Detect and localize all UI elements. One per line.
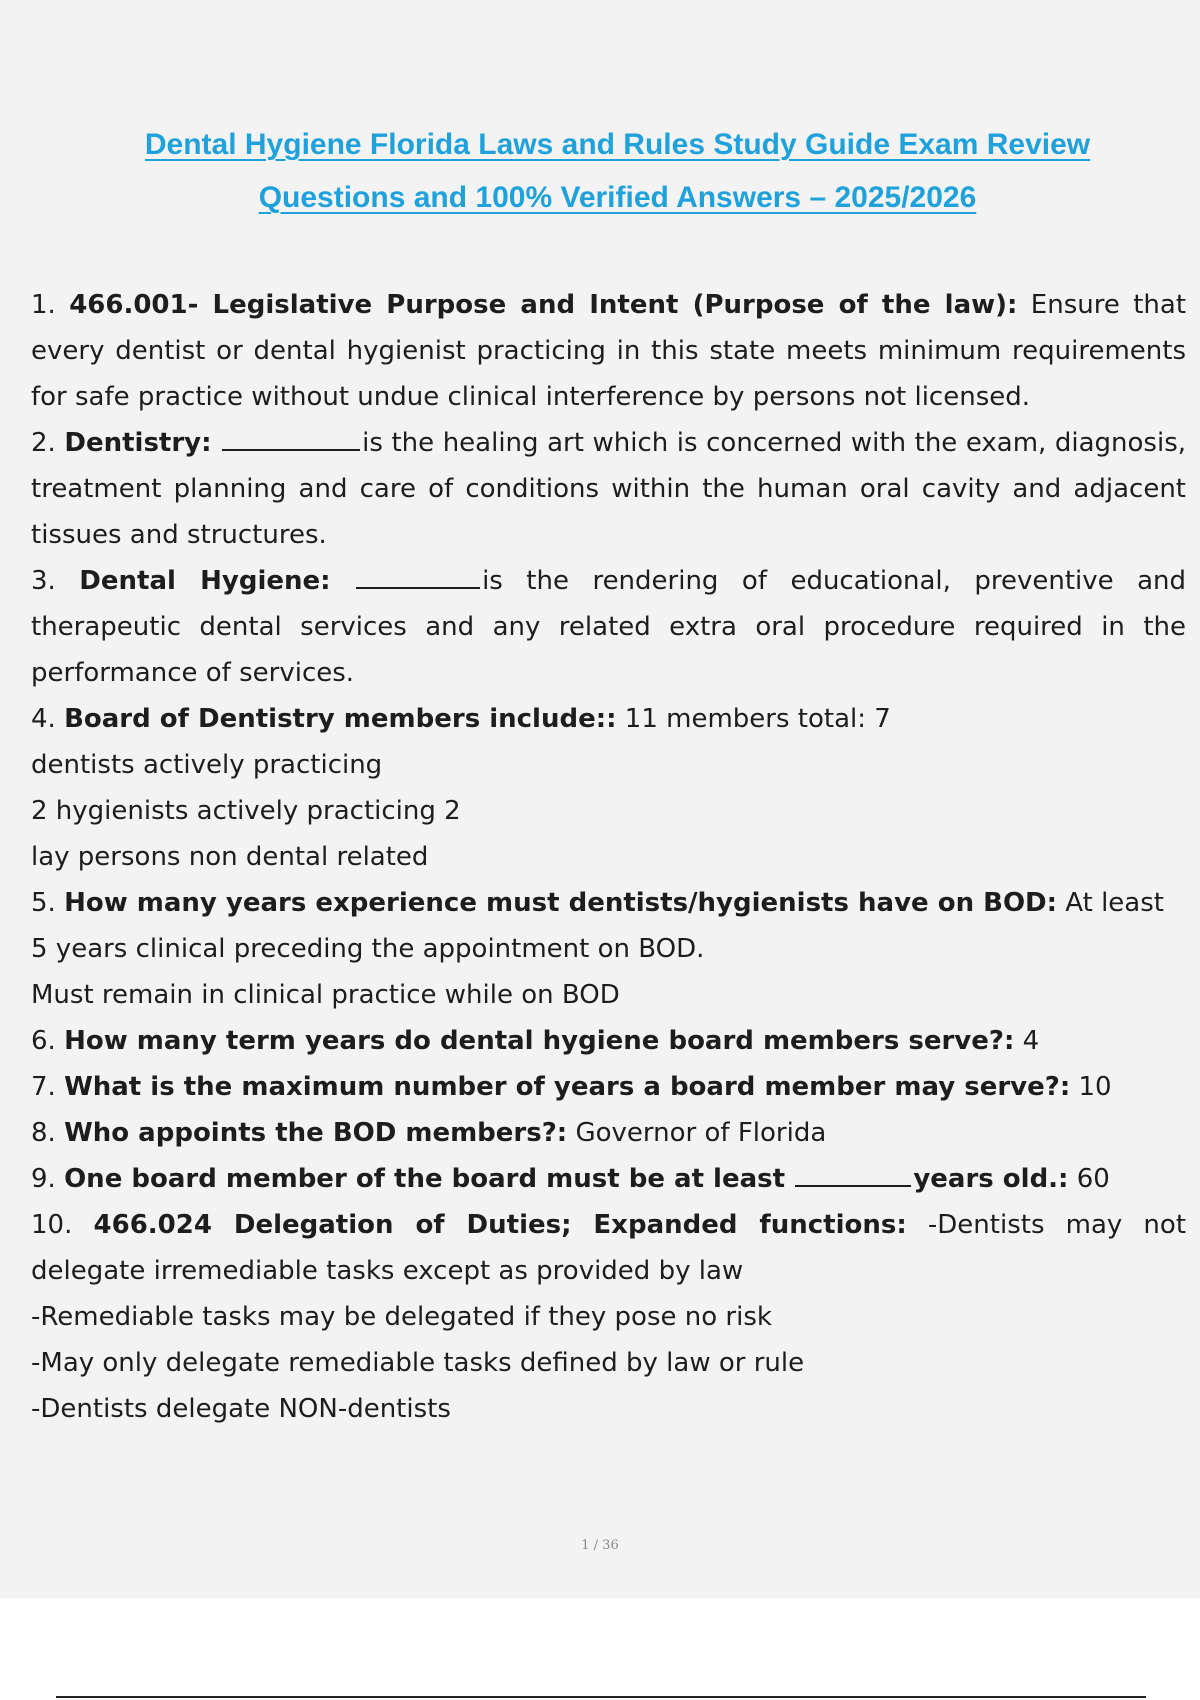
- item-answer-line: dentists actively practicing: [31, 750, 383, 780]
- item-number: 9.: [31, 1164, 56, 1194]
- item-term: One board member of the board must be at least: [64, 1164, 786, 1194]
- item-answer: is the rendering of educational, preventive and therapeutic dental services and any related extra oral procedure required in the performance of services.: [31, 566, 1187, 688]
- list-item: [31, 420, 1186, 558]
- fill-in-blank: [222, 421, 360, 451]
- item-number: 6.: [31, 1026, 56, 1056]
- list-item: [31, 1018, 1186, 1064]
- fill-in-blank: [795, 1157, 911, 1187]
- list-item: [31, 1110, 1186, 1156]
- list-item: [31, 1156, 1186, 1202]
- list-item: [31, 696, 1186, 742]
- item-term: Dental Hygiene:: [79, 566, 331, 596]
- item-answer-line: lay persons non dental related: [31, 842, 429, 872]
- item-answer: 60: [1076, 1164, 1110, 1194]
- item-answer: 11 members total: 7: [624, 704, 891, 734]
- footer-divider: [56, 1696, 1146, 1698]
- item-answer-line: -Dentists delegate NON-dentists: [31, 1394, 451, 1424]
- item-term: Board of Dentistry members include::: [64, 704, 617, 734]
- item-answer-line: -Remediable tasks may be delegated if they pose no risk: [31, 1302, 772, 1332]
- item-answer: 4: [1022, 1026, 1040, 1056]
- item-number: 8.: [31, 1118, 56, 1148]
- item-term-continued: years old.:: [913, 1164, 1069, 1194]
- item-term: Who appoints the BOD members?:: [64, 1118, 568, 1148]
- item-term: What is the maximum number of years a board member may serve?:: [64, 1072, 1071, 1102]
- item-answer: At least 5 years clinical preceding the appointment on BOD.: [31, 888, 1164, 964]
- list-item: [31, 558, 1186, 696]
- item-number: 2.: [31, 428, 56, 458]
- title-line-2: Questions and 100% Verified Answers – 2025/2026: [258, 181, 977, 214]
- item-number: 7.: [31, 1072, 56, 1102]
- item-number: 4.: [31, 704, 56, 734]
- item-answer: is the healing art which is concerned with the exam, diagnosis, treatment planning and care of conditions within the human oral cavity and adjacent tissues and structures.: [31, 428, 1187, 550]
- item-answer: Governor of Florida: [575, 1118, 827, 1148]
- question-list: [31, 282, 1186, 1432]
- list-item: [31, 1064, 1186, 1110]
- item-term: Dentistry:: [64, 428, 212, 458]
- item-answer: 10: [1078, 1072, 1112, 1102]
- list-item: [31, 1202, 1186, 1294]
- item-number: 3.: [31, 566, 56, 596]
- list-item: [31, 880, 1186, 972]
- item-answer-line: Must remain in clinical practice while on BOD: [31, 980, 620, 1010]
- item-number: 1.: [31, 290, 56, 320]
- item-term: 466.001- Legislative Purpose and Intent (Purpose of the law):: [69, 290, 1018, 320]
- list-item: [31, 282, 1186, 420]
- page-number: 1 / 36: [581, 1538, 619, 1553]
- document-title: [30, 118, 1200, 224]
- item-term: How many term years do dental hygiene board members serve?:: [64, 1026, 1015, 1056]
- item-term: How many years experience must dentists/hygienists have on BOD:: [64, 888, 1058, 918]
- title-line-1: Dental Hygiene Florida Laws and Rules Study Guide Exam Review: [144, 128, 1091, 161]
- item-answer: -Dentists may not delegate irremediable tasks except as provided by law: [31, 1210, 1187, 1286]
- item-answer-line: 2 hygienists actively practicing 2: [31, 796, 461, 826]
- item-number: 5.: [31, 888, 56, 918]
- item-answer-line: -May only delegate remediable tasks defined by law or rule: [31, 1348, 805, 1378]
- item-answer: Ensure that every dentist or dental hygienist practicing in this state meets minimum requirements for safe practice without undue clinical interference by persons not licensed.: [31, 290, 1187, 412]
- item-number: 10.: [31, 1210, 73, 1240]
- item-term: 466.024 Delegation of Duties; Expanded functions:: [93, 1210, 907, 1240]
- fill-in-blank: [356, 559, 480, 589]
